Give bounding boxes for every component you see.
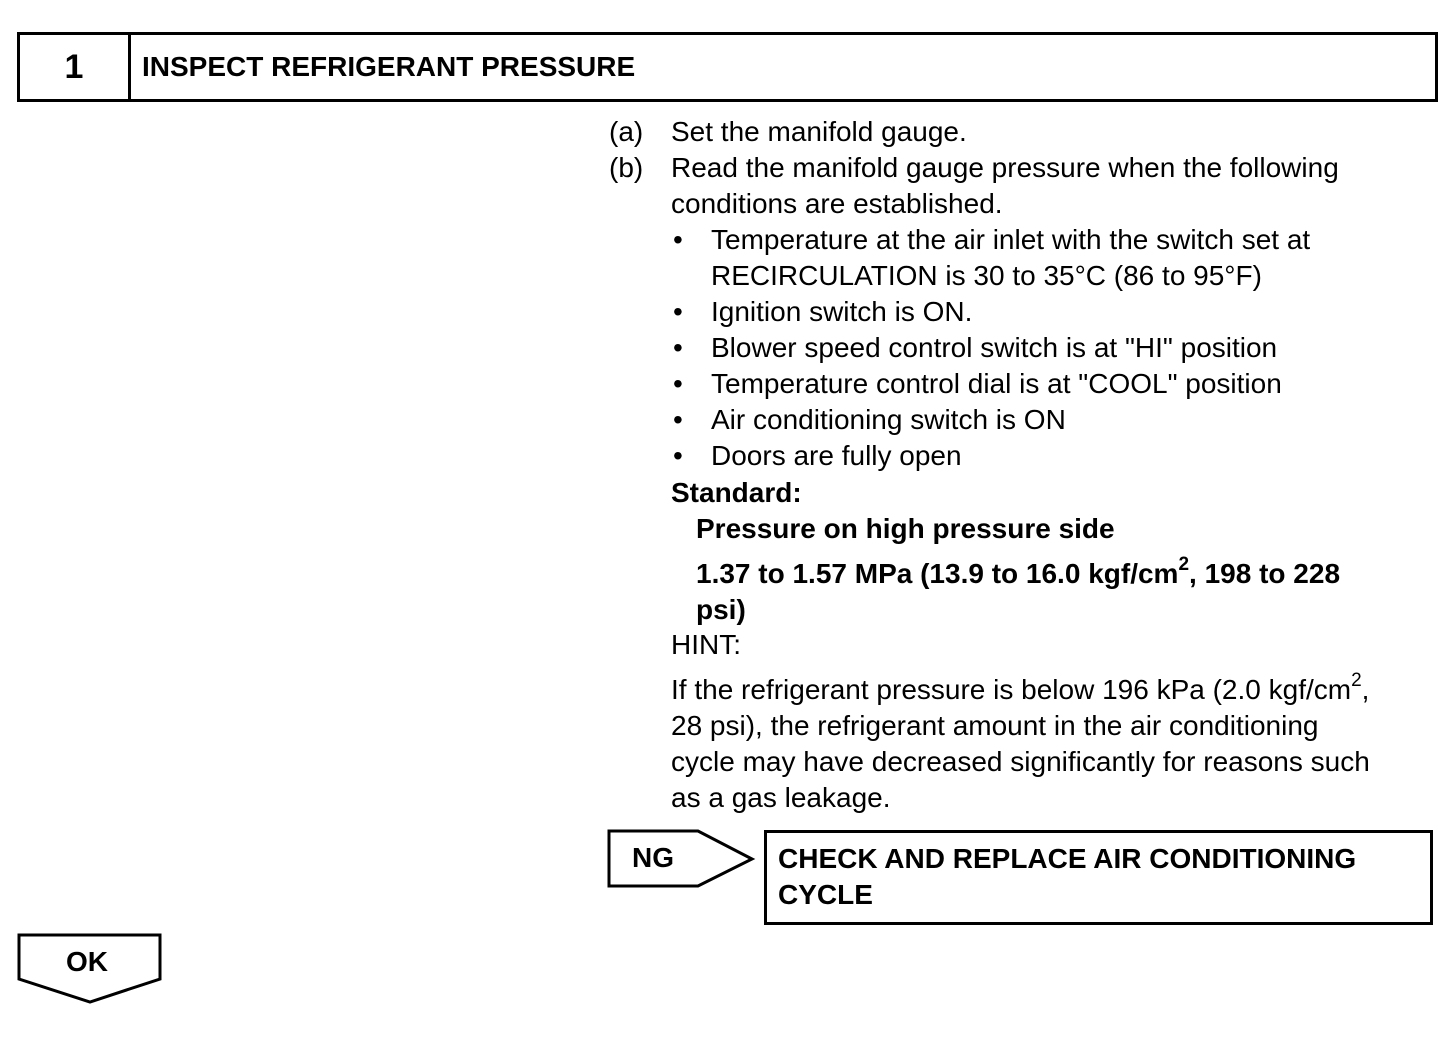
hint-text-line1: If the refrigerant pressure is below 196 kPa (2.0 kgf/$cm^2$, (671, 669, 1370, 705)
ng-action-text-line1: CHECK AND REPLACE AIR CONDITIONING (778, 843, 1357, 874)
condition-bullet: • (673, 332, 683, 363)
hint-text-line2: 28 psi), the refrigerant amount in the air conditioning (671, 710, 1319, 741)
step-number: 1 (20, 35, 131, 99)
condition-bullet: • (673, 224, 683, 255)
condition-bullet: • (673, 404, 683, 435)
step-a-label: (a) (609, 116, 644, 147)
standard-value-line2: psi) (696, 594, 746, 625)
step-header (17, 32, 1438, 102)
step-b-label: (b) (609, 152, 644, 183)
standard-value: 1.37 to 1.57 MPa (13.9 to 16.0 kgf/$cm^2$, 198 to 228 (696, 553, 1341, 589)
ng-action-text-line2: CYCLE (778, 879, 873, 910)
step-a-text: Set the manifold gauge. (671, 116, 967, 147)
condition-text: Temperature control dial is at "COOL" position (711, 368, 1282, 399)
condition-text: Temperature at the air inlet with the switch set at (711, 224, 1311, 255)
hint-text-line4: as a gas leakage. (671, 782, 891, 813)
ng-arrow-box (606, 828, 758, 890)
condition-text: Blower speed control switch is at "HI" position (711, 332, 1278, 363)
condition-text: Doors are fully open (711, 440, 962, 471)
ok-label: OK (66, 946, 108, 977)
step-b-text-line1: Read the manifold gauge pressure when the following (671, 152, 1339, 183)
hint-label: HINT: (671, 629, 741, 660)
standard-side: Pressure on high pressure side (696, 513, 1115, 544)
condition-text: RECIRCULATION is 30 to 35°C (86 to 95°F) (711, 260, 1262, 291)
standard-label: Standard: (671, 477, 802, 508)
condition-bullet: • (673, 296, 683, 327)
condition-bullet: • (673, 368, 683, 399)
step-title: INSPECT REFRIGERANT PRESSURE (142, 51, 636, 82)
condition-text: Ignition switch is ON. (711, 296, 973, 327)
hint-text-line3: cycle may have decreased significantly for reasons such (671, 746, 1370, 777)
condition-text: Air conditioning switch is ON (711, 404, 1066, 435)
condition-bullet: • (673, 440, 683, 471)
ng-label: NG (632, 842, 674, 873)
step-b-text-line2: conditions are established. (671, 188, 1003, 219)
